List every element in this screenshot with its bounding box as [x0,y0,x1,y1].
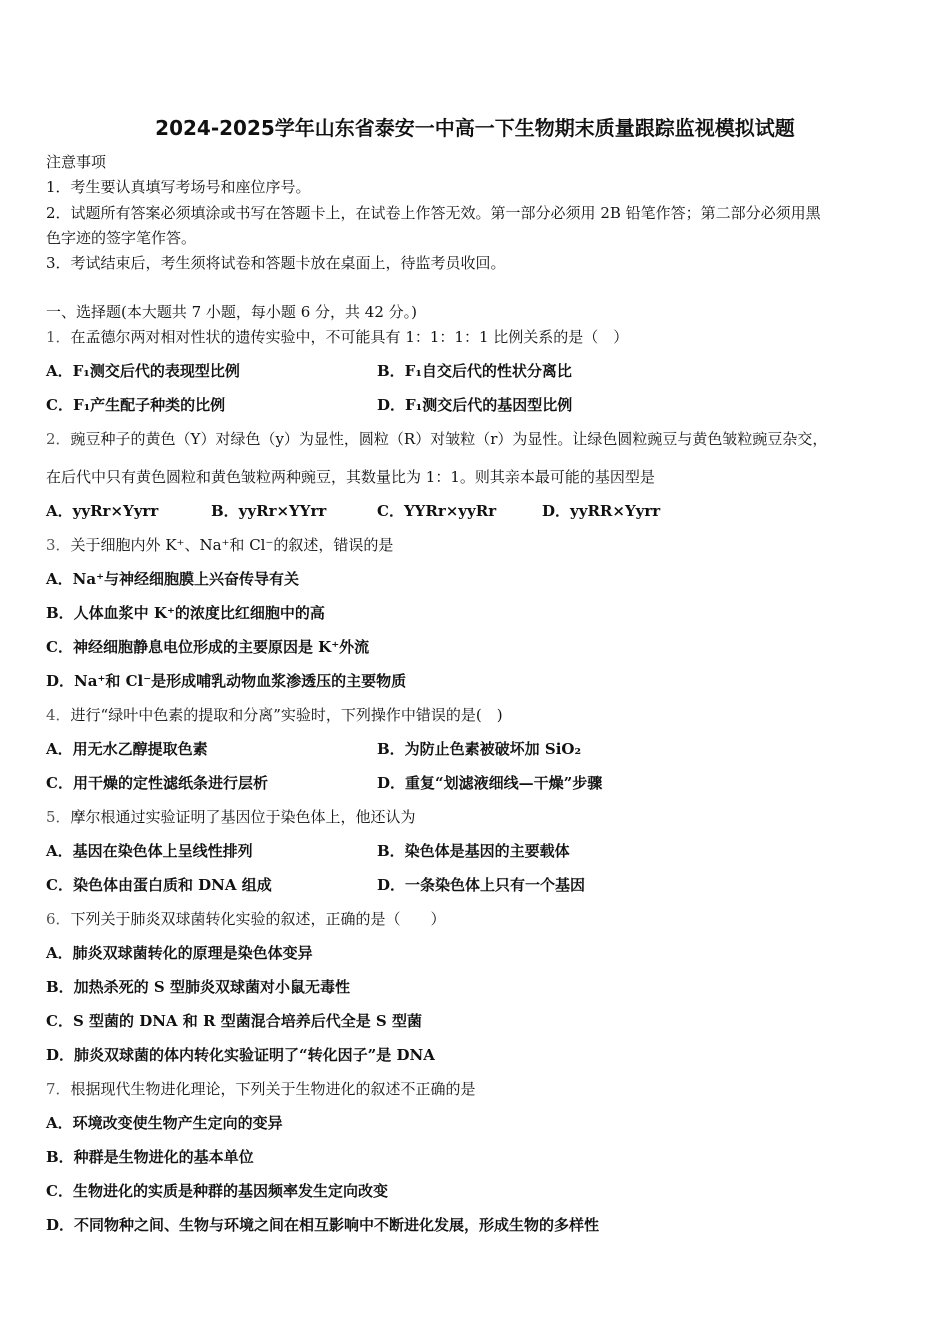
page-title: 2024-2025学年山东省泰安一中高一下生物期末质量跟踪监视模拟试题 [155,116,795,140]
q1-option-a: A．F₁测交后代的表现型比例 [46,362,240,380]
q4-option-c: C．用干燥的定性滤纸条进行层析 [46,774,268,792]
q1-option-d: D．F₁测交后代的基因型比例 [377,396,573,414]
q6-option-c: C．S 型菌的 DNA 和 R 型菌混合培养后代全是 S 型菌 [46,1012,422,1030]
question-number: 7． [46,1080,71,1098]
question-6 [46,909,446,929]
question-2 [46,429,827,449]
question-3 [46,535,393,555]
question-7 [46,1079,476,1099]
q6-option-a: A．肺炎双球菌转化的原理是染色体变异 [46,944,313,962]
q6-option-d: D．肺炎双球菌的体内转化实验证明了“转化因子”是 DNA [46,1046,435,1064]
q5-option-c: C．染色体由蛋白质和 DNA 组成 [46,876,272,894]
question-number: 3． [46,536,71,554]
q2-option-c: C．YYRr×yyRr [377,502,497,520]
q3-option-b: B．人体血浆中 K⁺的浓度比红细胞中的高 [46,604,325,622]
notice-item-1: 1．考生要认真填写考场号和座位序号。 [46,178,311,196]
q1-option-c: C．F₁产生配子种类的比例 [46,396,226,414]
q5-option-b: B．染色体是基因的主要载体 [377,842,570,860]
question-number: 6． [46,910,71,928]
question-2-cont: 在后代中只有黄色圆粒和黄色皱粒两种豌豆，其数量比为 1：1。则其亲本最可能的基因型是 [46,468,655,486]
q1-option-b: B．F₁自交后代的性状分离比 [377,362,572,380]
question-stem: 进行“绿叶中色素的提取和分离”实验时，下列操作中错误的是( ) [70,706,503,724]
question-4 [46,705,503,725]
q7-option-a: A．环境改变使生物产生定向的变异 [46,1114,283,1132]
q3-option-d: D．Na⁺和 Cl⁻是形成哺乳动物血浆渗透压的主要物质 [46,672,407,690]
q5-option-a: A．基因在染色体上呈线性排列 [46,842,253,860]
question-stem: 豌豆种子的黄色（Y）对绿色（y）为显性，圆粒（R）对皱粒（r）为显性。让绿色圆粒豌豆与黄色皱粒豌豆杂交， [70,430,828,448]
question-number: 5． [46,808,71,826]
q7-option-d: D．不同物种之间、生物与环境之间在相互影响中不断进化发展，形成生物的多样性 [46,1216,600,1234]
q3-option-a: A．Na⁺与神经细胞膜上兴奋传导有关 [46,570,299,588]
q7-option-c: C．生物进化的实质是种群的基因频率发生定向改变 [46,1182,388,1200]
question-stem: 关于细胞内外 K⁺、Na⁺和 Cl⁻的叙述，错误的是 [70,536,394,554]
section-heading: 一、选择题(本大题共 7 小题，每小题 6 分，共 42 分。) [46,303,417,321]
question-number: 4． [46,706,71,724]
q2-option-b: B．yyRr×YYrr [211,502,327,520]
question-stem: 下列关于肺炎双球菌转化实验的叙述，正确的是（ ） [70,910,446,928]
notice-item-2-cont: 色字迹的签字笔作答。 [46,229,197,247]
notice-item-3: 3．考试结束后，考生须将试卷和答题卡放在桌面上，待监考员收回。 [46,254,506,272]
question-1 [46,327,628,347]
q3-option-c: C．神经细胞静息电位形成的主要原因是 K⁺外流 [46,638,370,656]
q2-option-d: D．yyRR×Yyrr [542,502,661,520]
q4-option-b: B．为防止色素被破坏加 SiO₂ [377,740,582,758]
q2-option-a: A．yyRr×Yyrr [46,502,159,520]
q6-option-b: B．加热杀死的 S 型肺炎双球菌对小鼠无毒性 [46,978,350,996]
q5-option-d: D．一条染色体上只有一个基因 [377,876,586,894]
q4-option-d: D．重复“划滤液细线—干燥”步骤 [377,774,603,792]
question-stem: 在孟德尔两对相对性状的遗传实验中，不可能具有 1：1：1：1 比例关系的是（ ） [70,328,629,346]
question-number: 2． [46,430,71,448]
q7-option-b: B．种群是生物进化的基本单位 [46,1148,254,1166]
question-5 [46,807,416,827]
notice-item-2: 2．试题所有答案必须填涂或书写在答题卡上，在试卷上作答无效。第一部分必须用 2B 铅笔作答；第二部分必须用黑 [46,204,821,222]
question-stem: 根据现代生物进化理论，下列关于生物进化的叙述不正确的是 [70,1080,476,1098]
question-number: 1． [46,328,71,346]
question-stem: 摩尔根通过实验证明了基因位于染色体上，他还认为 [70,808,416,826]
notice-heading: 注意事项 [46,153,107,171]
q4-option-a: A．用无水乙醇提取色素 [46,740,208,758]
